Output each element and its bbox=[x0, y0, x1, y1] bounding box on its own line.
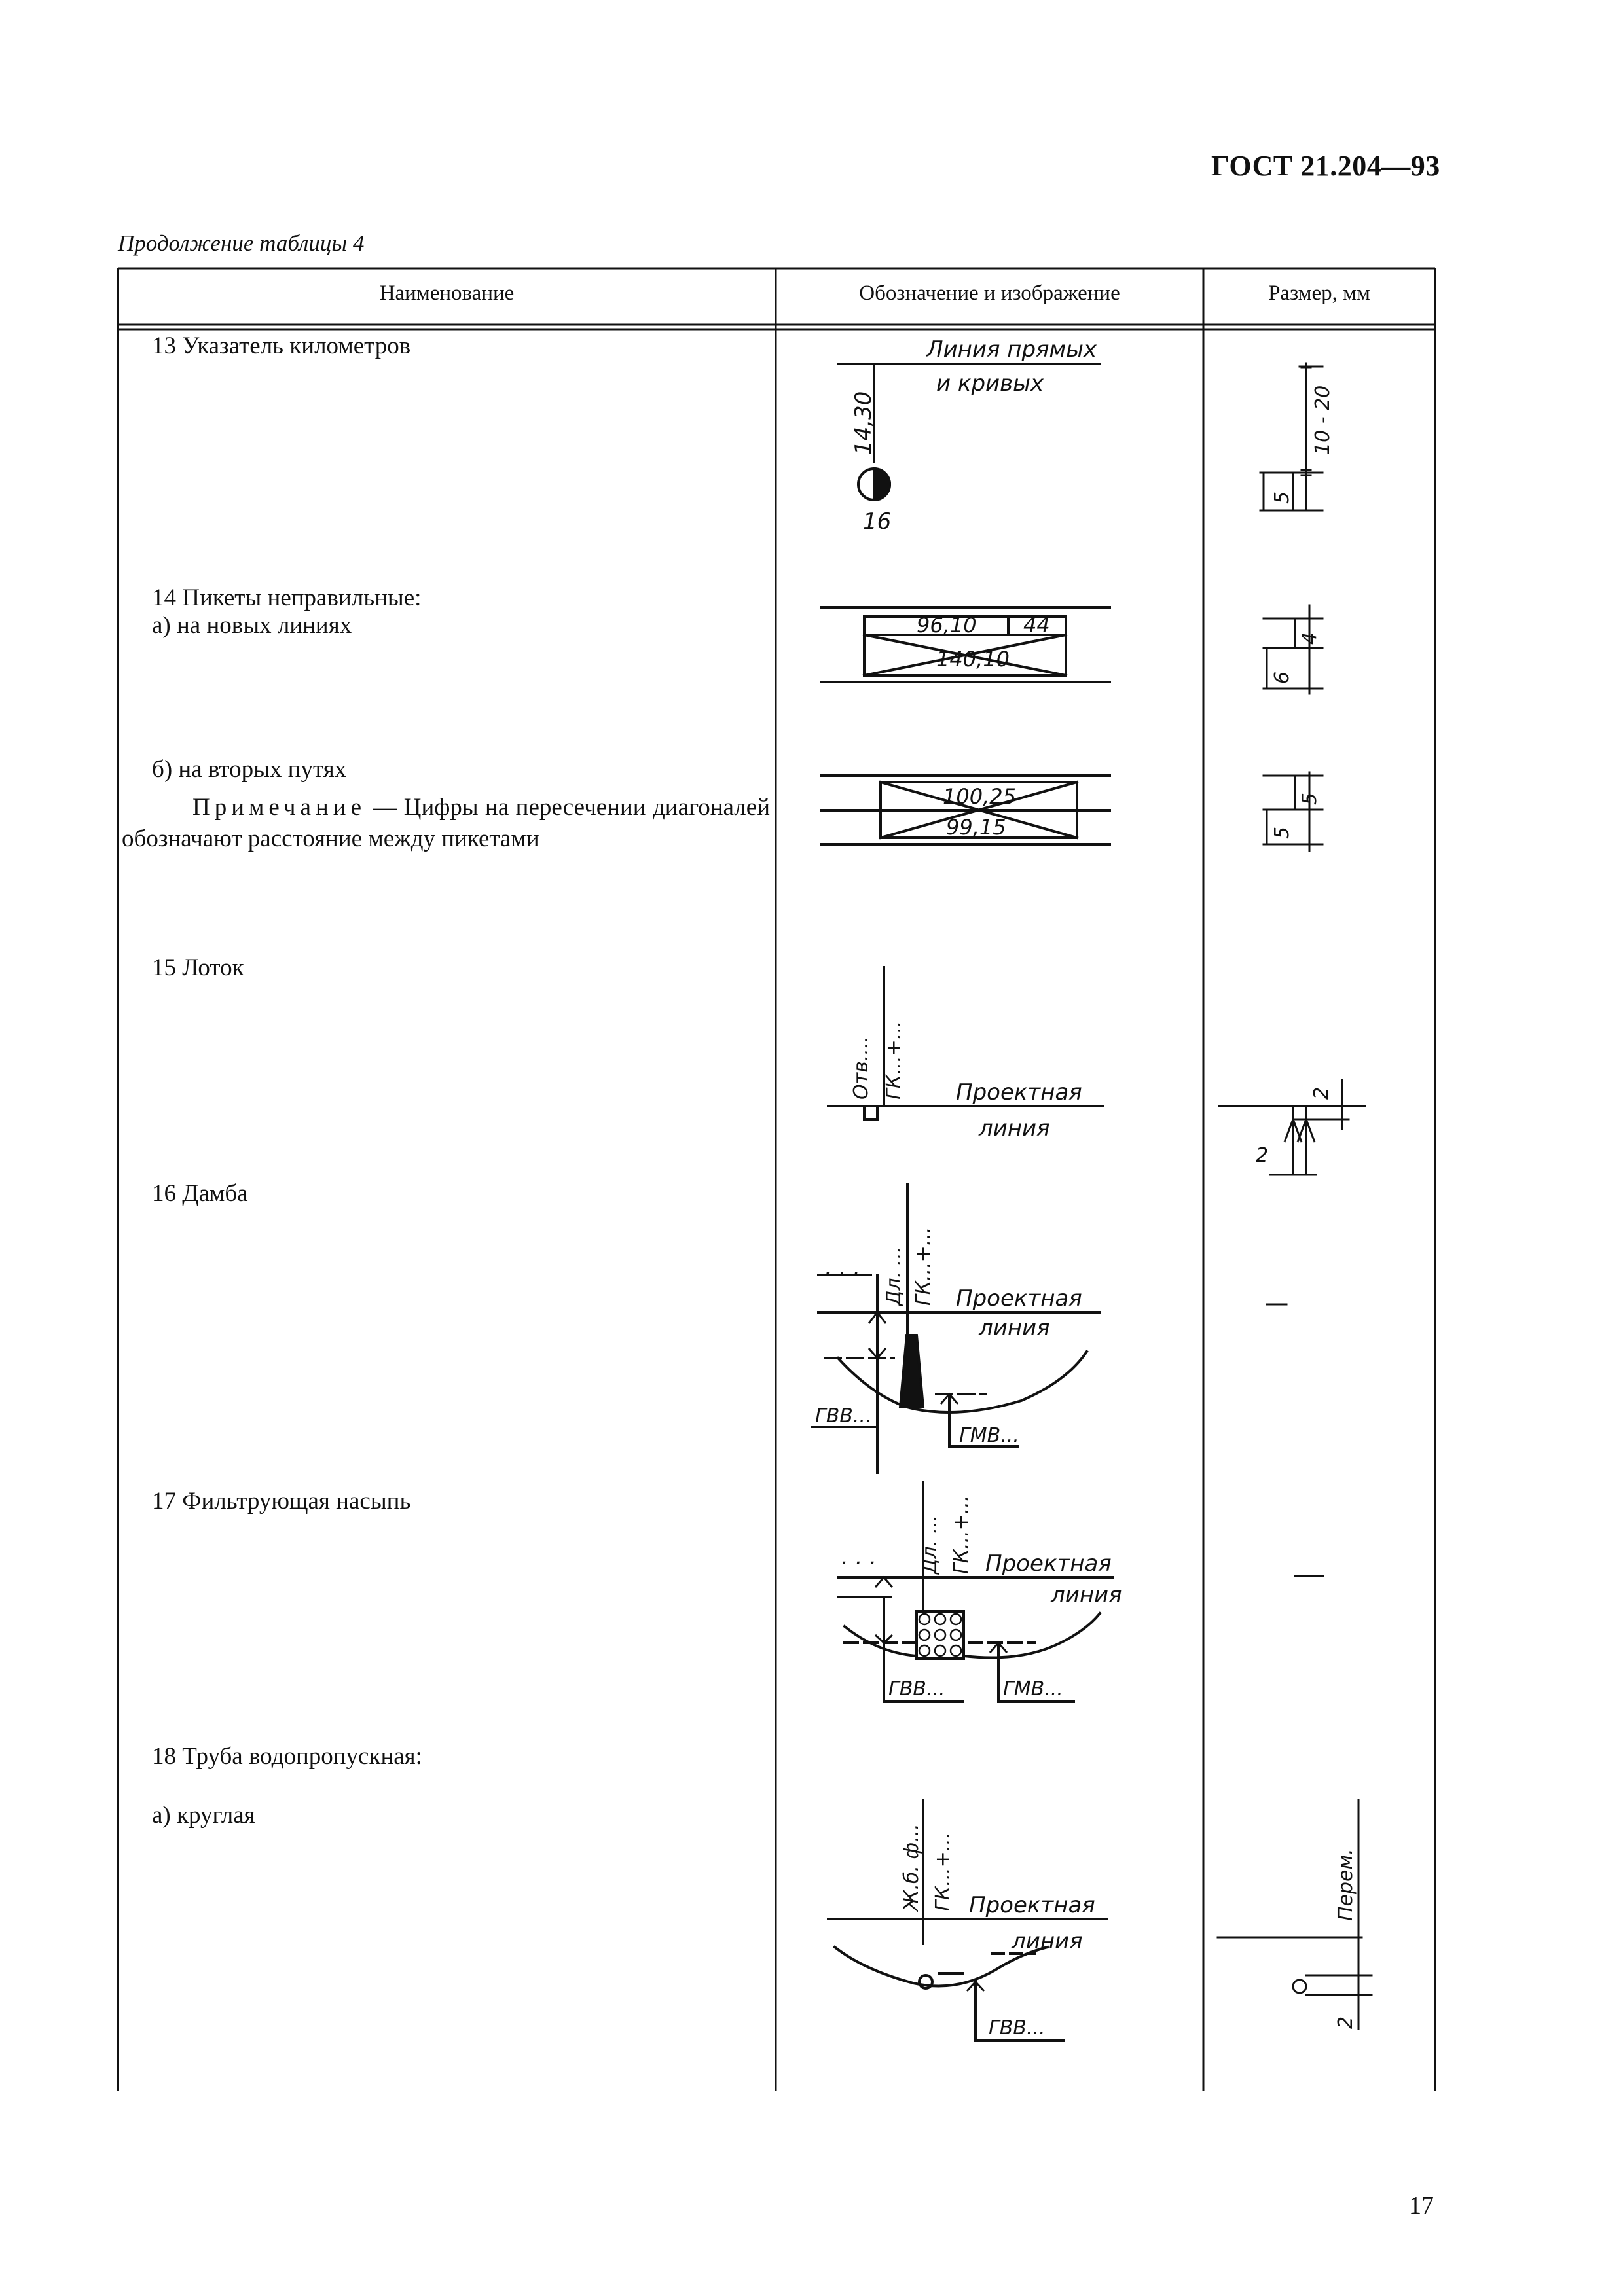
tray-proj-label-1: Проектная bbox=[956, 1079, 1082, 1105]
km-label-top: Линия прямых bbox=[926, 336, 1097, 363]
km-value: 14,30 bbox=[850, 391, 877, 455]
dam-proj-label-2: линия bbox=[979, 1315, 1050, 1341]
filter-gvv-label: ГВВ... bbox=[888, 1677, 945, 1700]
table-continuation-caption: Продолжение таблицы 4 bbox=[118, 230, 365, 256]
size-10-20: 10 - 20 bbox=[1311, 385, 1334, 455]
dam-gvv-label: ГВВ... bbox=[815, 1405, 872, 1427]
culvert-proj-label-1: Проектная bbox=[969, 1892, 1095, 1918]
filter-dots: . . . bbox=[841, 1544, 877, 1570]
note-body: — Цифры на пересечении диагоналей обозначают расстояние между пикетами bbox=[122, 794, 770, 853]
row-14b-name: б) на вторых путях bbox=[152, 756, 347, 783]
row-16-name: 16 Дамба bbox=[152, 1180, 248, 1207]
filter-proj-label-2: линия bbox=[1051, 1582, 1122, 1608]
filter-gmv-label: ГМВ... bbox=[1003, 1677, 1063, 1700]
pk-b-top: 100,25 bbox=[943, 784, 1016, 809]
size-4: 4 bbox=[1298, 632, 1321, 645]
dam-symbol bbox=[812, 1185, 1100, 1473]
row-14-name: 14 Пикеты неправильные: bbox=[152, 584, 422, 611]
tray-proj-label-2: линия bbox=[979, 1115, 1050, 1141]
page-number: 17 bbox=[1409, 2192, 1434, 2219]
culvert-size-perem: Перем. bbox=[1334, 1848, 1357, 1921]
dam-dl-label: Дл. ... bbox=[883, 1246, 905, 1306]
document-code: ГОСТ 21.204—93 bbox=[1211, 150, 1440, 182]
row-17-name: 17 Фильтрующая насыпь bbox=[152, 1488, 411, 1515]
culvert-gk-label: ГК...+... bbox=[932, 1832, 955, 1911]
filter-proj-label-1: Проектная bbox=[985, 1551, 1112, 1577]
pk-b-bottom: 99,15 bbox=[946, 815, 1006, 840]
culvert-round-symbol bbox=[828, 1800, 1106, 2041]
culvert-proj-label-2: линия bbox=[1012, 1928, 1083, 1954]
column-header-size: Размер, мм bbox=[1268, 281, 1370, 305]
note-heading: Примечание bbox=[192, 794, 366, 821]
filter-dl-label: Дл. ... bbox=[919, 1515, 941, 1574]
size-5-top: 5 bbox=[1298, 792, 1321, 805]
row-18-name: 18 Труба водопропускная: bbox=[152, 1743, 422, 1770]
culvert-zbf-label: Ж.б. ф... bbox=[900, 1823, 923, 1911]
pk-a-right: 44 bbox=[1023, 613, 1050, 637]
dam-gmv-label: ГМВ... bbox=[959, 1424, 1019, 1447]
size-5-km: 5 bbox=[1271, 491, 1294, 504]
culvert-gvv-label: ГВВ... bbox=[989, 2017, 1046, 2039]
tray-size-2-top: 2 bbox=[1310, 1086, 1333, 1100]
column-header-name: Наименование bbox=[379, 281, 515, 305]
pk-a-bottom: 140,10 bbox=[936, 647, 1010, 672]
tray-gk-label: ГК...+... bbox=[883, 1020, 905, 1100]
culvert-size-2: 2 bbox=[1334, 2016, 1357, 2029]
tray-size bbox=[1219, 1080, 1365, 1175]
filter-gk-label: ГК...+... bbox=[950, 1495, 973, 1574]
row-13-name: 13 Указатель километров bbox=[152, 332, 411, 359]
row-15-name: 15 Лоток bbox=[152, 954, 244, 981]
column-header-symbol: Обозначение и изображение bbox=[859, 281, 1120, 305]
tray-otv-label: Отв.... bbox=[850, 1036, 873, 1100]
km-label-bottom: и кривых bbox=[936, 370, 1044, 397]
row-14a-name: а) на новых линиях bbox=[152, 612, 352, 639]
row-18a-name: а) круглая bbox=[152, 1802, 255, 1829]
pk-a-top: 96,10 bbox=[917, 613, 977, 637]
dam-gk-label: ГК...+... bbox=[912, 1227, 935, 1306]
km-number: 16 bbox=[863, 509, 892, 535]
size-6: 6 bbox=[1271, 671, 1294, 684]
dam-dots: . . . bbox=[825, 1255, 861, 1281]
filter-circles bbox=[919, 1614, 961, 1656]
size-5-bottom: 5 bbox=[1271, 826, 1294, 839]
dam-proj-label-1: Проектная bbox=[956, 1285, 1082, 1312]
tray-size-2-bottom: 2 bbox=[1256, 1144, 1269, 1167]
